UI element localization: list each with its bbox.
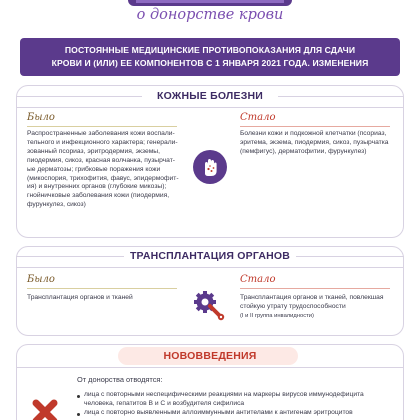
cross-icon (28, 395, 62, 420)
skin-was-text: Распространенные заболевания кожи воспали- тельного и инфекционного характера; генерали- зованный псориаз, эритродермия, экземы, пиодермия, сикоз, красная волчанка, пузырчат- ые дерматозы; грибковые поражения кожи (микоспория, трихофития, фавус, эпидермофит- ия) и внутренних органов (глубокие микозы); гнойничковые заболевания кожи (пиодермия, фурункулез, сикоз) (27, 130, 179, 209)
news-title-underline (16, 367, 404, 368)
transplant-now-underline (240, 288, 390, 289)
transplant-was-underline (27, 288, 177, 289)
gear-wrench-icon (190, 286, 224, 320)
transplant-title-underline (16, 267, 404, 268)
disability-note: (I и II группа инвалидности) (240, 312, 314, 319)
banner-line-1: ПОСТОЯННЫЕ МЕДИЦИНСКИЕ ПРОТИВОПОКАЗАНИЯ ДЛЯ СДАЧИ (64, 45, 356, 55)
hand-icon (193, 150, 227, 184)
news-item-2: лица с повторно выявленными аллоиммунными антителами к антигенам эритроцитов (84, 409, 353, 416)
transplant-now-label: Стало (240, 274, 276, 285)
transplant-now-text: Трансплантация органов и тканей, повлекшая стойкую утрату трудоспособности (I и II группа инвалидности) (240, 294, 402, 321)
skin-now-underline (240, 126, 390, 127)
skin-was-underline (27, 126, 177, 127)
header-bar-accent (136, 0, 284, 3)
skin-title-underline (16, 107, 404, 108)
news-bullet-2 (77, 413, 80, 416)
news-item-1: лица с повторными неспецифическими реакциями на маркеры вирусов иммунодефицита человека, гепатитов В и С и возбудителя сифилиса (84, 391, 364, 407)
skin-now-text: Болезни кожи и подкожной клетчатки (псориаз, эритема, экзема, пиодермия, сикоз, пузырчатка (пемфигус), дерматофитии, фурункулез) (240, 130, 389, 155)
transplant-was-text: Трансплантация органов и тканей (27, 294, 133, 301)
transplant-was-label: Было (27, 274, 55, 285)
banner-line-2: КРОВИ И (ИЛИ) ЕЕ КОМПОНЕНТОВ С 1 ЯНВАРЯ 2021 ГОДА. ИЗМЕНЕНИЯ (51, 57, 369, 68)
skin-diseases-title: КОЖНЫЕ БОЛЕЗНИ (156, 90, 264, 102)
news-lead: От донорства отводятся: (77, 375, 163, 384)
skin-was-label: Было (27, 112, 55, 123)
skin-now-label: Стало (240, 112, 276, 123)
transplant-title: ТРАНСПЛАНТАЦИЯ ОРГАНОВ (129, 250, 291, 262)
news-title: НОВОВВЕДЕНИЯ (163, 350, 257, 362)
page-subtitle: о донорстве крови (136, 7, 284, 23)
news-bullet-1 (77, 395, 80, 398)
section-banner (20, 38, 400, 76)
